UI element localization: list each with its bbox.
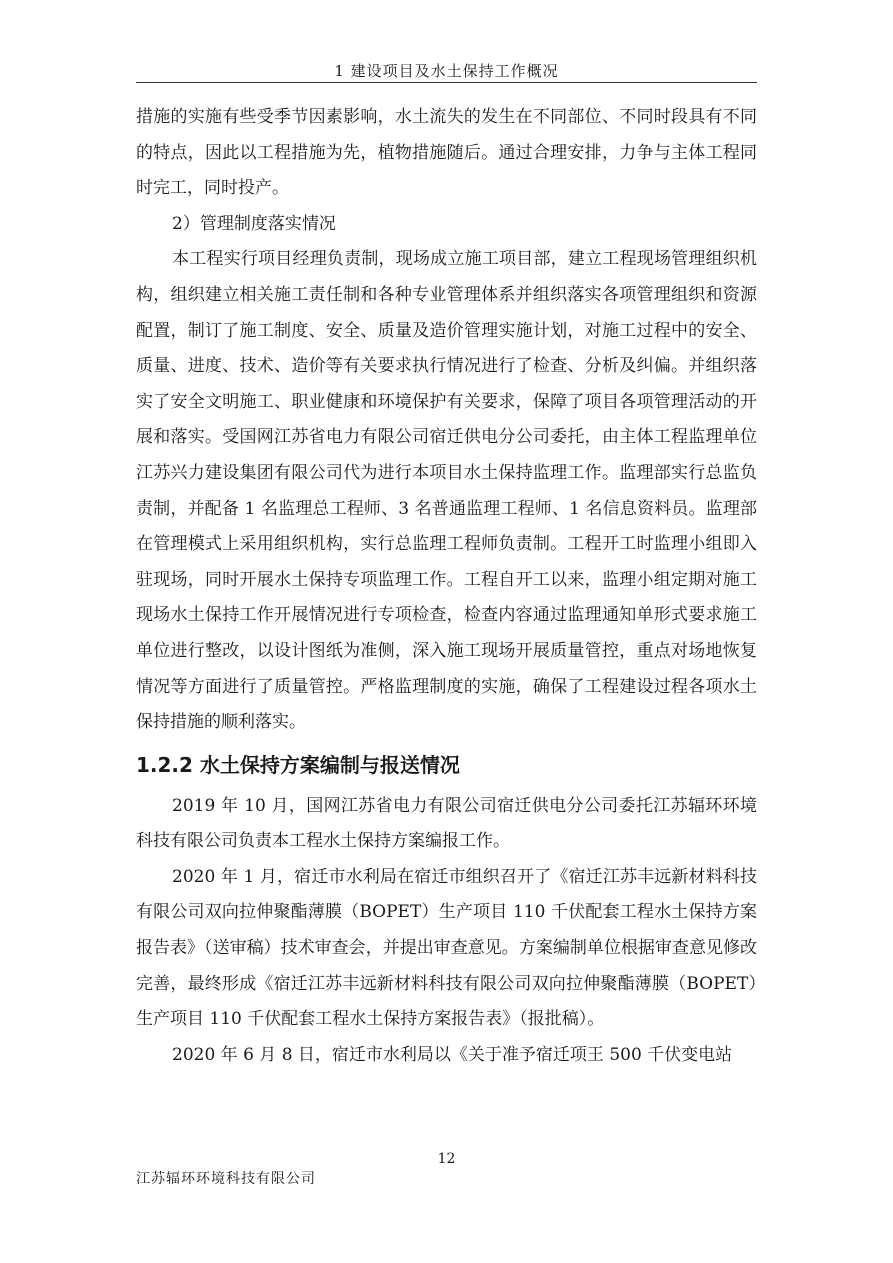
header-divider [136, 82, 757, 83]
paragraph-2020-approval: 2020 年 6 月 8 日，宿迁市水利局以《关于准予宿迁项王 500 千伏变电站 [172, 1044, 733, 1065]
paragraph-management-system: 本工程实行项目经理负责制，现场成立施工项目部，建立工程现场管理组织机构，组织建立相关施工责任制和各种专业管理体系并组织落实各项管理组织和资源配置，制订了施工制度、安全、质量及造价管理实施计划，对施工过程中的安全、质量、进度、技术、造价等有关要求执行情况进行了检查、分析及纠偏。并组织落实了安全文明施工、职业健康和环境保护有关要求，保障了项目各项管理活动的开展和落实。受国网江苏省电力有限公司宿迁供电分公司委托，由主体工程监理单位江苏兴力建设集团有限公司代为进行本项目水土保持监理工作。监理部实行总监负责制，并配备 1 名监理总工程师、3 名普通监理工程师、1 名信息资料员。监理部在管理模式上采用组织机构，实行总监理工程师负责制。工程开工时监理小组即入驻现场，同时开展水土保持专项监理工作。工程自开工以来，监理小组定期对施工现场水土保持工作开展情况进行专项检查，检查内容通过监理通知单形式要求施工单位进行整改，以设计图纸为准侧，深入施工现场开展质量管控，重点对场地恢复情况等方面进行了质量管控。严格监理制度的实施，确保了工程建设过程各项水土保持措施的顺利落实。 [136, 249, 757, 733]
paragraph-2019-commission: 2019 年 10 月，国网江苏省电力有限公司宿迁供电分公司委托江苏辐环环境科技有限公司负责本工程水土保持方案编报工作。 [136, 795, 757, 852]
subheading-management-system: 2）管理制度落实情况 [172, 213, 336, 234]
paragraph-2020-review: 2020 年 1 月，宿迁市水利局在宿迁市组织召开了《宿迁江苏丰远新材料科技有限公司双向拉伸聚酯薄膜（BOPET）生产项目 110 千伏配套工程水土保持方案报告表》（送审稿）技术审查会，并提出审查意见。方案编制单位根据审查意见修改完善，最终形成《宿迁江苏丰远新材料科技有限公司双向拉伸聚酯薄膜（BOPET）生产项目 110 千伏配套工程水土保持方案报告表》（报批稿）。 [136, 866, 757, 1030]
page-number: 12 [437, 1151, 456, 1167]
section-heading-1-2-2: 1.2.2 水土保持方案编制与报送情况 [136, 752, 460, 777]
document-body [136, 100, 757, 1073]
paragraph-seasonal-measures: 措施的实施有些受季节因素影响，水土流失的发生在不同部位、不同时段具有不同的特点，因此以工程措施为先，植物措施随后。通过合理安排，力争与主体工程同时完工，同时投产。 [136, 107, 757, 199]
running-header: 1 建设项目及水土保持工作概况 [334, 62, 559, 80]
footer-company-name: 江苏辐环环境科技有限公司 [136, 1171, 316, 1187]
